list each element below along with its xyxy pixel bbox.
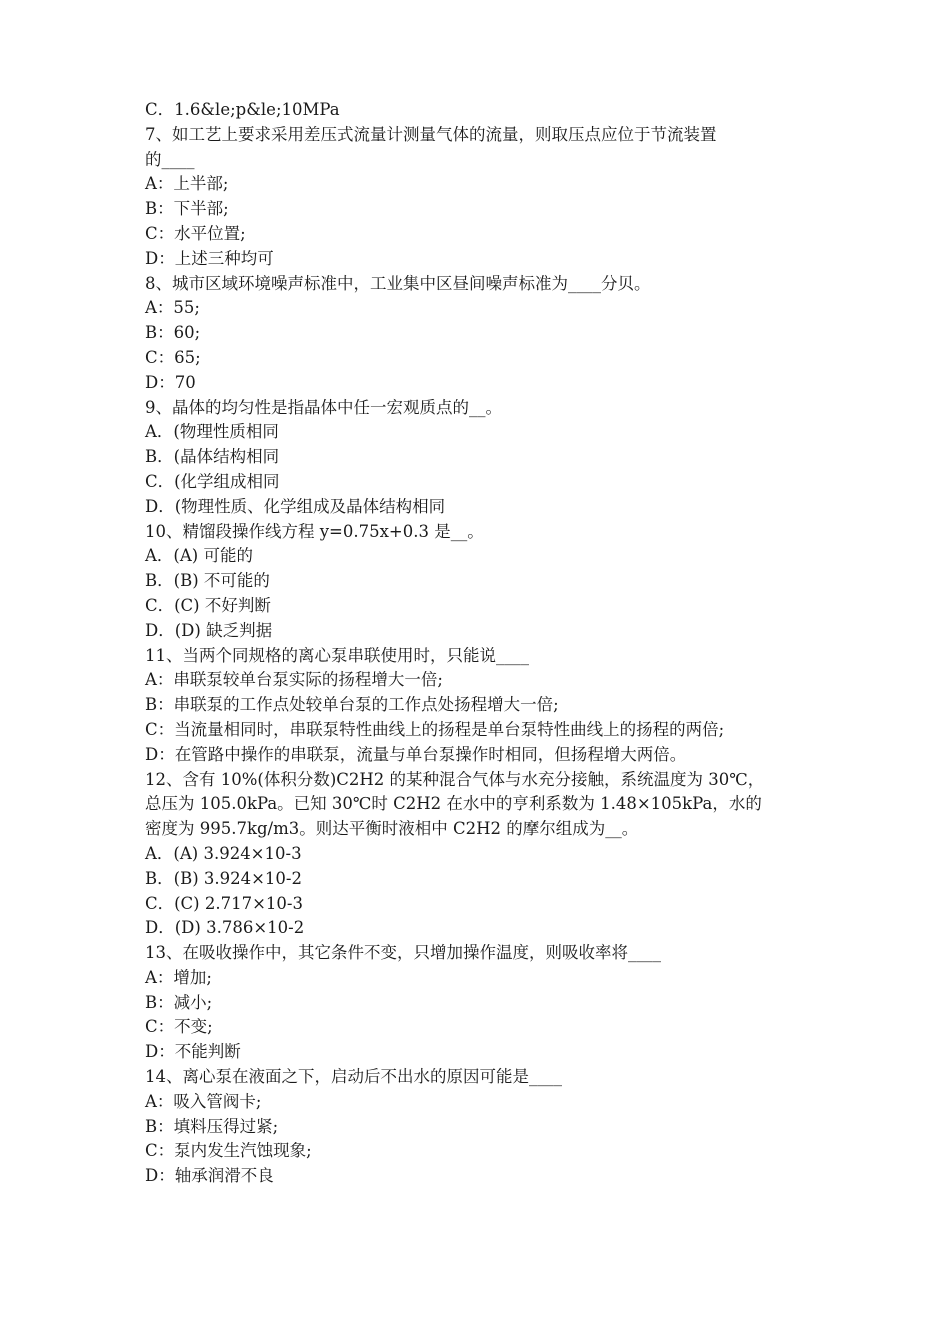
option-line: A：增加;	[145, 967, 212, 987]
document-page	[145, 98, 810, 1189]
question-12: 12、含有 10%(体积分数)C2H2 的某种混合气体与水充分接触，系统温度为 30℃，	[145, 769, 765, 789]
option-line: C：泵内发生汽蚀现象;	[145, 1141, 312, 1161]
option-line: B．(晶体结构相同	[145, 447, 280, 467]
text-line: 密度为 995.7kg/m3。则达平衡时液相中 C2H2 的摩尔组成为__。	[145, 819, 639, 839]
question-11: 11、当两个同规格的离心泵串联使用时，只能说____	[145, 645, 529, 665]
option-line: D．(物理性质、化学组成及晶体结构相同	[145, 496, 446, 516]
option-line: B：60;	[145, 323, 201, 343]
option-line: B：串联泵的工作点处较单台泵的工作点处扬程增大一倍;	[145, 695, 559, 715]
option-line: A：55;	[145, 298, 200, 318]
option-line: B：下半部;	[145, 199, 229, 219]
option-line: D：70	[145, 372, 196, 392]
option-line: A．(A) 可能的	[145, 546, 253, 566]
option-line: B．(B) 3.924×10-2	[145, 868, 302, 888]
option-line: A：上半部;	[145, 174, 229, 194]
option-line: C：65;	[145, 347, 201, 367]
option-line: C：当流量相同时，串联泵特性曲线上的扬程是单台泵特性曲线上的扬程的两倍;	[145, 719, 725, 739]
option-line: D：轴承润滑不良	[145, 1166, 274, 1186]
option-line: B：填料压得过紧;	[145, 1116, 279, 1136]
option-line: C．(化学组成相同	[145, 471, 280, 491]
text-line: 总压为 105.0kPa。已知 30℃时 C2H2 在水中的亨利系数为 1.48×105kPa，水的	[145, 794, 762, 814]
text-line: 的____	[145, 149, 195, 169]
question-14: 14、离心泵在液面之下，启动后不出水的原因可能是____	[145, 1067, 562, 1087]
option-line: C：不变;	[145, 1017, 213, 1037]
question-13: 13、在吸收操作中，其它条件不变，只增加操作温度，则吸收率将____	[145, 943, 661, 963]
question-8: 8、城市区域环境噪声标准中，工业集中区昼间噪声标准为____分贝。	[145, 273, 651, 293]
option-line: A．(物理性质相同	[145, 422, 279, 442]
text-line: C．1.6&le;p&le;10MPa	[145, 100, 340, 119]
option-line: A：串联泵较单台泵实际的扬程增大一倍;	[145, 670, 443, 690]
option-line: A：吸入管阀卡;	[145, 1091, 262, 1111]
question-9: 9、晶体的均匀性是指晶体中任一宏观质点的__。	[145, 397, 502, 417]
option-line: B．(B) 不可能的	[145, 571, 270, 591]
option-line: D：不能判断	[145, 1042, 241, 1062]
question-10: 10、精馏段操作线方程 y=0.75x+0.3 是__。	[145, 521, 484, 541]
question-7: 7、如工艺上要求采用差压式流量计测量气体的流量，则取压点应位于节流装置	[145, 124, 717, 144]
option-line: C．(C) 2.717×10-3	[145, 893, 303, 913]
option-line: C：水平位置;	[145, 223, 246, 243]
option-line: D：在管路中操作的串联泵，流量与单台泵操作时相同，但扬程增大两倍。	[145, 744, 687, 764]
option-line: B：减小;	[145, 992, 213, 1012]
option-line: D：上述三种均可	[145, 248, 274, 268]
option-line: D．(D) 缺乏判据	[145, 620, 273, 640]
option-line: A．(A) 3.924×10-3	[145, 843, 302, 863]
option-line: C．(C) 不好判断	[145, 595, 271, 615]
option-line: D．(D) 3.786×10-2	[145, 918, 305, 938]
